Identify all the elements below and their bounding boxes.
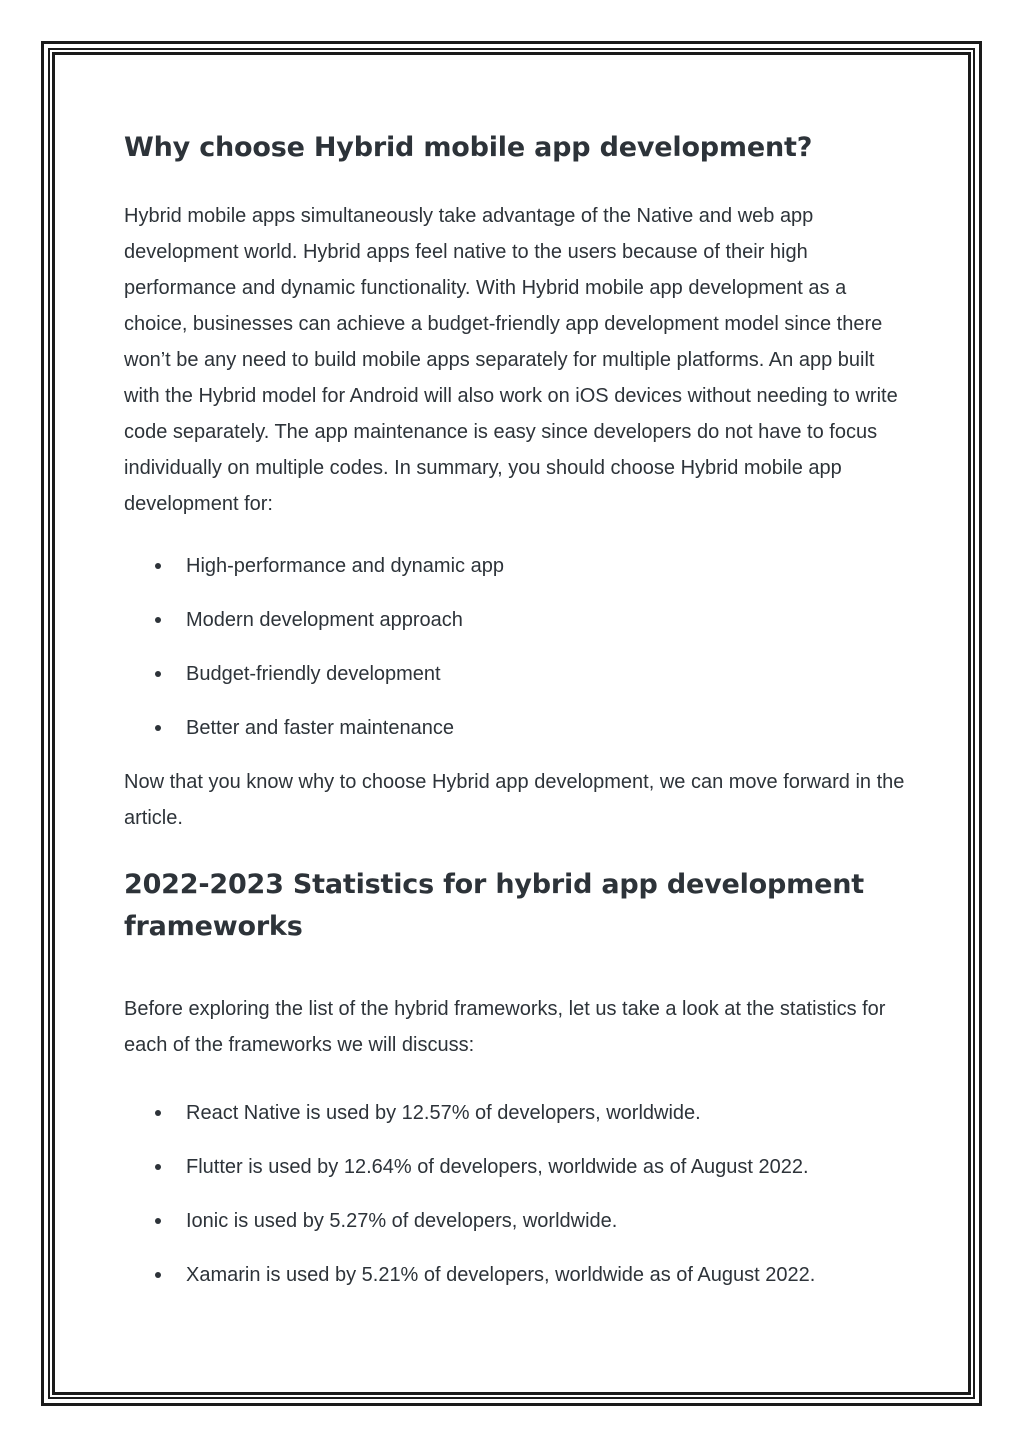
section-heading-why-hybrid: Why choose Hybrid mobile app development? [124, 132, 813, 163]
benefits-list [124, 548, 914, 746]
bullet-icon [155, 725, 161, 731]
paragraph-hybrid-intro: Hybrid mobile apps simultaneously take advantage of the Native and web app development world. Hybrid apps feel native to the users because of their high performance and dynamic functionality. With Hybrid mobile app development as a choice, businesses can achieve a budget-friendly app development model since there won’t be any need to build mobile apps separately for multiple platforms. An app built with the Hybrid model for Android will also work on iOS devices without needing to write code separately. The app maintenance is easy since developers do not have to focus individually on multiple codes. In summary, you should choose Hybrid mobile app development for: [124, 205, 898, 516]
list-item [124, 1203, 914, 1239]
list-item [124, 656, 914, 692]
list-item [124, 602, 914, 638]
bullet-icon [155, 563, 161, 569]
list-item [124, 1095, 914, 1131]
paragraph-transition: Now that you know why to choose Hybrid app development, we can move forward in the article. [124, 771, 905, 830]
list-item-text: Flutter is used by 12.64% of developers, worldwide as of August 2022. [186, 1156, 809, 1179]
list-item [124, 1257, 914, 1293]
list-item-text: Modern development approach [186, 609, 463, 632]
list-item [124, 710, 914, 746]
list-item-text: Budget-friendly development [186, 663, 441, 686]
heading-line: frameworks [124, 911, 303, 943]
bullet-icon [155, 1272, 161, 1278]
list-item-text: Ionic is used by 5.27% of developers, worldwide. [186, 1210, 618, 1233]
bullet-icon [155, 617, 161, 623]
document-content [124, 118, 914, 1311]
bullet-icon [155, 671, 161, 677]
list-item [124, 548, 914, 584]
list-item [124, 1149, 914, 1185]
list-item-text: High-performance and dynamic app [186, 555, 504, 578]
list-item-text: Better and faster maintenance [186, 717, 454, 740]
heading-line: 2022-2023 Statistics for hybrid app development [124, 869, 864, 901]
statistics-list [124, 1095, 914, 1293]
paragraph-stats-intro: Before exploring the list of the hybrid frameworks, let us take a look at the statistics for each of the frameworks we will discuss: [124, 998, 886, 1057]
section-heading-statistics [124, 864, 914, 948]
bullet-icon [155, 1164, 161, 1170]
list-item-text: Xamarin is used by 5.21% of developers, worldwide as of August 2022. [186, 1264, 816, 1287]
list-item-text: React Native is used by 12.57% of developers, worldwide. [186, 1102, 701, 1125]
bullet-icon [155, 1218, 161, 1224]
bullet-icon [155, 1110, 161, 1116]
